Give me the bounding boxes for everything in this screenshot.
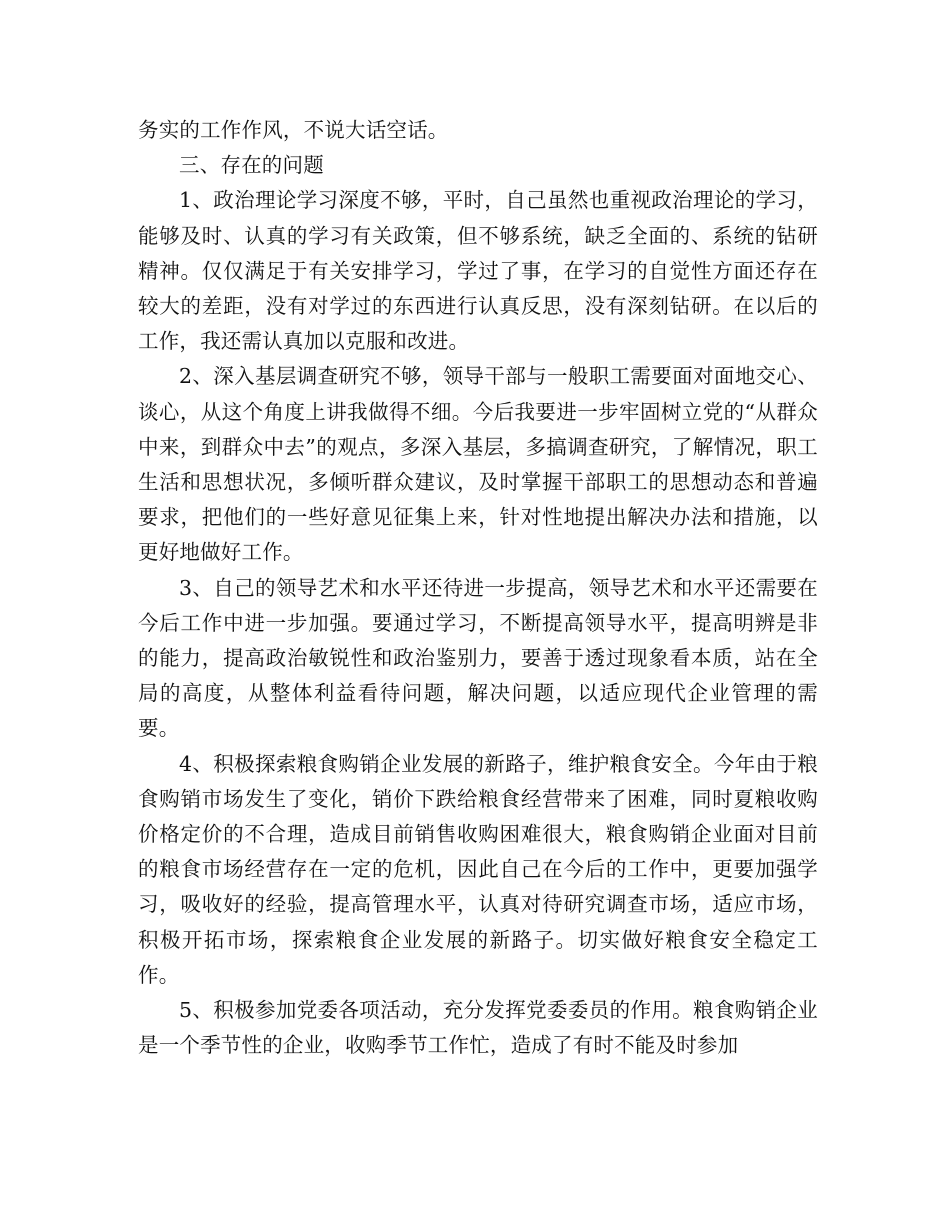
paragraph-problem-4: 4、积极探索粮食购销企业发展的新路子，维护粮食安全。今年由于粮食购销市场发生了变化，销价下跌给粮食经营带来了困难，同时夏粮收购价格定价的不合理，造成目前销售收购困难很大，粮食购销企业面对目前的粮食市场经营存在一定的危机，因此自己在今后的工作中，更要加强学习，吸收好的经验，提高管理水平，认真对待研究调查市场，适应市场，积极开拓市场，探索粮食企业发展的新路子。切实做好粮食安全稳定工作。 xyxy=(138,751,818,987)
document-body xyxy=(138,113,818,1063)
paragraph-problem-5: 5、积极参加党委各项活动，充分发挥党委委员的作用。粮食购销企业是一个季节性的企业，收购季节工作忙，造成了有时不能及时参加 xyxy=(138,998,818,1058)
paragraph-problem-3: 3、自己的领导艺术和水平还待进一步提高，领导艺术和水平还需要在今后工作中进一步加强。要通过学习，不断提高领导水平，提高明辨是非的能力，提高政治敏锐性和政治鉴别力，要善于透过现象看本质，站在全局的高度，从整体利益看待问题，解决问题，以适应现代企业管理的需要。 xyxy=(138,575,818,741)
paragraph-problem-1: 1、政治理论学习深度不够，平时，自己虽然也重视政治理论的学习，能够及时、认真的学习有关政策，但不够系统，缺乏全面的、系统的钻研精神。仅仅满足于有关安排学习，学过了事，在学习的自觉性方面还存在较大的差距，没有对学过的东西进行认真反思，没有深刻钻研。在以后的工作，我还需认真加以克服和改进。 xyxy=(138,188,818,354)
paragraph-intro-continuation: 务实的工作作风，不说大话空话。 xyxy=(138,118,449,142)
section-heading-problems: 三、存在的问题 xyxy=(179,153,324,178)
paragraph-problem-2: 2、深入基层调查研究不够，领导干部与一般职工需要面对面地交心、谈心，从这个角度上讲我做得不细。今后我要进一步牢固树立党的“从群众中来，到群众中去”的观点，多深入基层，多搞调查研究，了解情况，职工生活和思想状况，多倾听群众建议，及时掌握干部职工的思想动态和普遍要求，把他们的一些好意见征集上来，针对性地提出解决办法和措施，以更好地做好工作。 xyxy=(138,364,818,565)
